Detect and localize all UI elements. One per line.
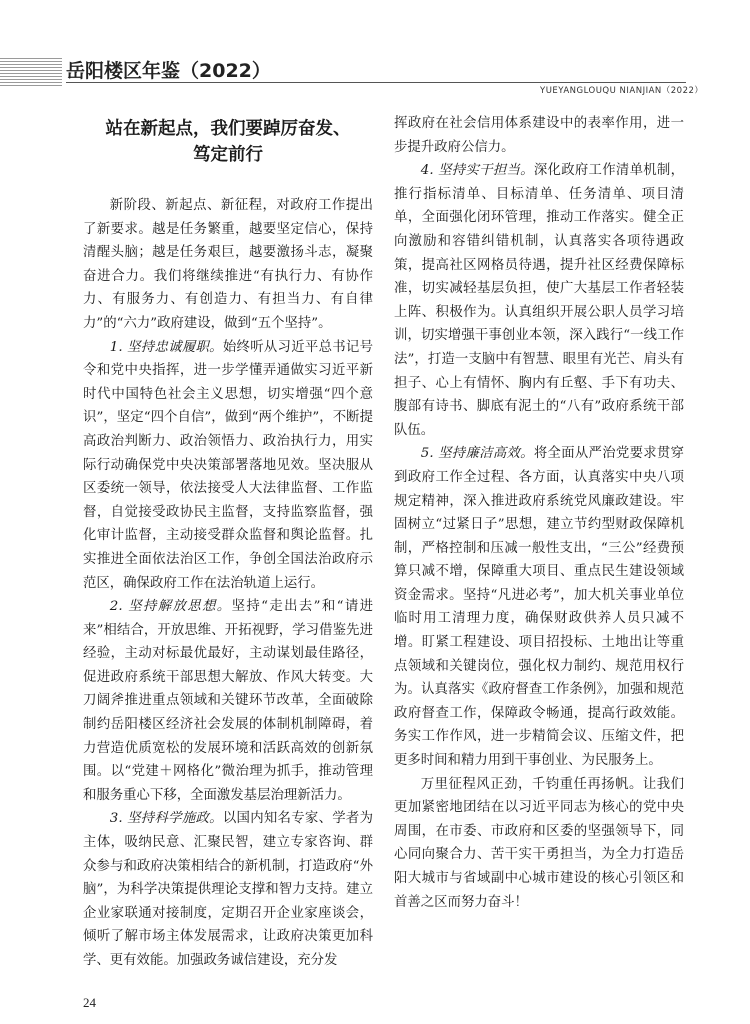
section-lead-1: 1. 坚持忠诚履职。 xyxy=(109,339,223,355)
section-text-2: 坚持“走出去”和“请进来”相结合，开放思维、开拓视野，学习借鉴先进经验，主动对标最优最好，主动谋划最佳路径，促进政府系统干部思想大解放、作风大转变。大刀阔斧推进重点领域和关键环节改革，全面破除制约岳阳楼区经济社会发展的体制机制障碍，着力营造优质宽松的发展环境和活跃高效的创新氛围。以“党建＋网格化”微治理为抓手，推动管理和服务重心下移，全面激发基层治理新活力。 xyxy=(83,599,373,803)
section-lead-2: 2. 坚持解放思想。 xyxy=(109,599,232,615)
intro-paragraph: 新阶段、新起点、新征程，对政府工作提出了新要求。越是任务繁重，越要坚定信心，保持清醒头脑；越是任务艰巨，越要激扬斗志，凝聚奋进合力。我们将继续推进“有执行力、有协作力、有服务力、有创造力、有担当力、有自律力”的“六力”政府建设，做到“五个坚持”。 xyxy=(83,198,373,331)
section-paragraph-3 xyxy=(83,807,373,972)
section-lead-4: 4. 坚持实干担当。 xyxy=(420,163,534,179)
yearbook-title: 岳阳楼区年鉴（2022） xyxy=(66,60,271,82)
section-text-1: 始终听从习近平总书记号令和党中央指挥，进一步学懂弄通做实习近平新时代中国特色社会主义思想，切实增强“四个意识”，坚定“四个自信”，做到“两个维护”，不断提高政治判断力、政治领悟力、政治执行力，用实际行动确保党中央决策部署落地见效。坚决服从区委统一领导，依法接受人大法律监督、工作监督，自觉接受政协民主监督，支持监察监督，强化审计监督，主动接受群众监督和舆论监督。扎实推进全面依法治区工作，争创全国法治政府示范区，确保政府工作在法治轨道上运行。 xyxy=(83,339,373,591)
section-text-4: 深化政府工作清单机制，推行指标清单、目标清单、任务清单、项目清单，全面强化闭环管理，推动工作落实。健全正向激励和容错纠错机制，认真落实各项待遇政策，提高社区网格员待遇，提升社区经费保障标准，切实减轻基层负担，使广大基层工作者轻装上阵、积极作为。认真组织开展公职人员学习培训，切实增强干事创业本领，深入践行“一线工作法”，打造一支脑中有智慧、眼里有光芒、肩头有担子、心上有情怀、胸内有丘壑、手下有功夫、腹部有诗书、脚底有泥土的“八有”政府系统干部队伍。 xyxy=(394,163,684,438)
section-lead-3: 3. 坚持科学施政。 xyxy=(109,811,223,827)
right-column xyxy=(394,112,684,914)
section-paragraph-5 xyxy=(394,442,684,772)
section-text-5: 将全面从严治党要求贯穿到政府工作全过程、各方面，认真落实中央八项规定精神，深入推进政府系统党风廉政建设。牢固树立“过紧日子”思想，建立节约型财政保障机制，严格控制和压减一般性支出，“三公”经费预算只减不增，保障重大项目、重点民生建设领域资金需求。坚持“凡进必考”，加大机关事业单位临时用工清理力度，确保财政供养人员只减不增。盯紧工程建设、项目招投标、土地出让等重点领域和关键岗位，强化权力制约、规范用权行为。认真落实《政府督查工作条例》，加强和规范政府督查工作，保障政令畅通，提高行政效能。务实工作作风，进一步精简会议、压缩文件，把更多时间和精力用到干事创业、为民服务上。 xyxy=(394,446,684,769)
continued-paragraph: 挥政府在社会信用体系建设中的表率作用，进一步提升政府公信力。 xyxy=(394,116,684,155)
header-stripes-decoration xyxy=(0,58,62,88)
page-number: 24 xyxy=(83,995,96,1010)
section-lead-5: 5. 坚持廉洁高效。 xyxy=(420,446,534,462)
section-paragraph-2 xyxy=(83,595,373,807)
article-title-line-2: 笃定前行 xyxy=(193,145,263,165)
page-header xyxy=(0,0,750,95)
yearbook-subtitle: YUEYANGLOUQU NIANJIAN（2022） xyxy=(540,86,704,96)
article-title xyxy=(83,116,373,168)
left-column xyxy=(83,112,373,973)
section-paragraph-4 xyxy=(394,159,684,442)
closing-paragraph: 万里征程风正劲，千钧重任再扬帆。让我们更加紧密地团结在以习近平同志为核心的党中央周围，在市委、市政府和区委的坚强领导下，同心同向聚合力、苦干实干勇担当，为全力打造岳阳大城市与省域副中心城市建设的核心引领区和首善之区而努力奋斗！ xyxy=(394,776,684,910)
header-rule xyxy=(66,82,686,83)
section-paragraph-1 xyxy=(83,336,373,596)
section-text-3: 以国内知名专家、学者为主体，吸纳民意、汇聚民智，建立专家咨询、群众参与和政府决策相结合的新机制，打造政府“外脑”，为科学决策提供理论支撑和智力支持。建立企业家联通对接制度，定期召开企业家座谈会，倾听了解市场主体发展需求，让政府决策更加科学、更有效能。加强政务诚信建设，充分发 xyxy=(83,811,373,968)
article-title-line-1: 站在新起点，我们要踔厉奋发、 xyxy=(105,119,351,139)
